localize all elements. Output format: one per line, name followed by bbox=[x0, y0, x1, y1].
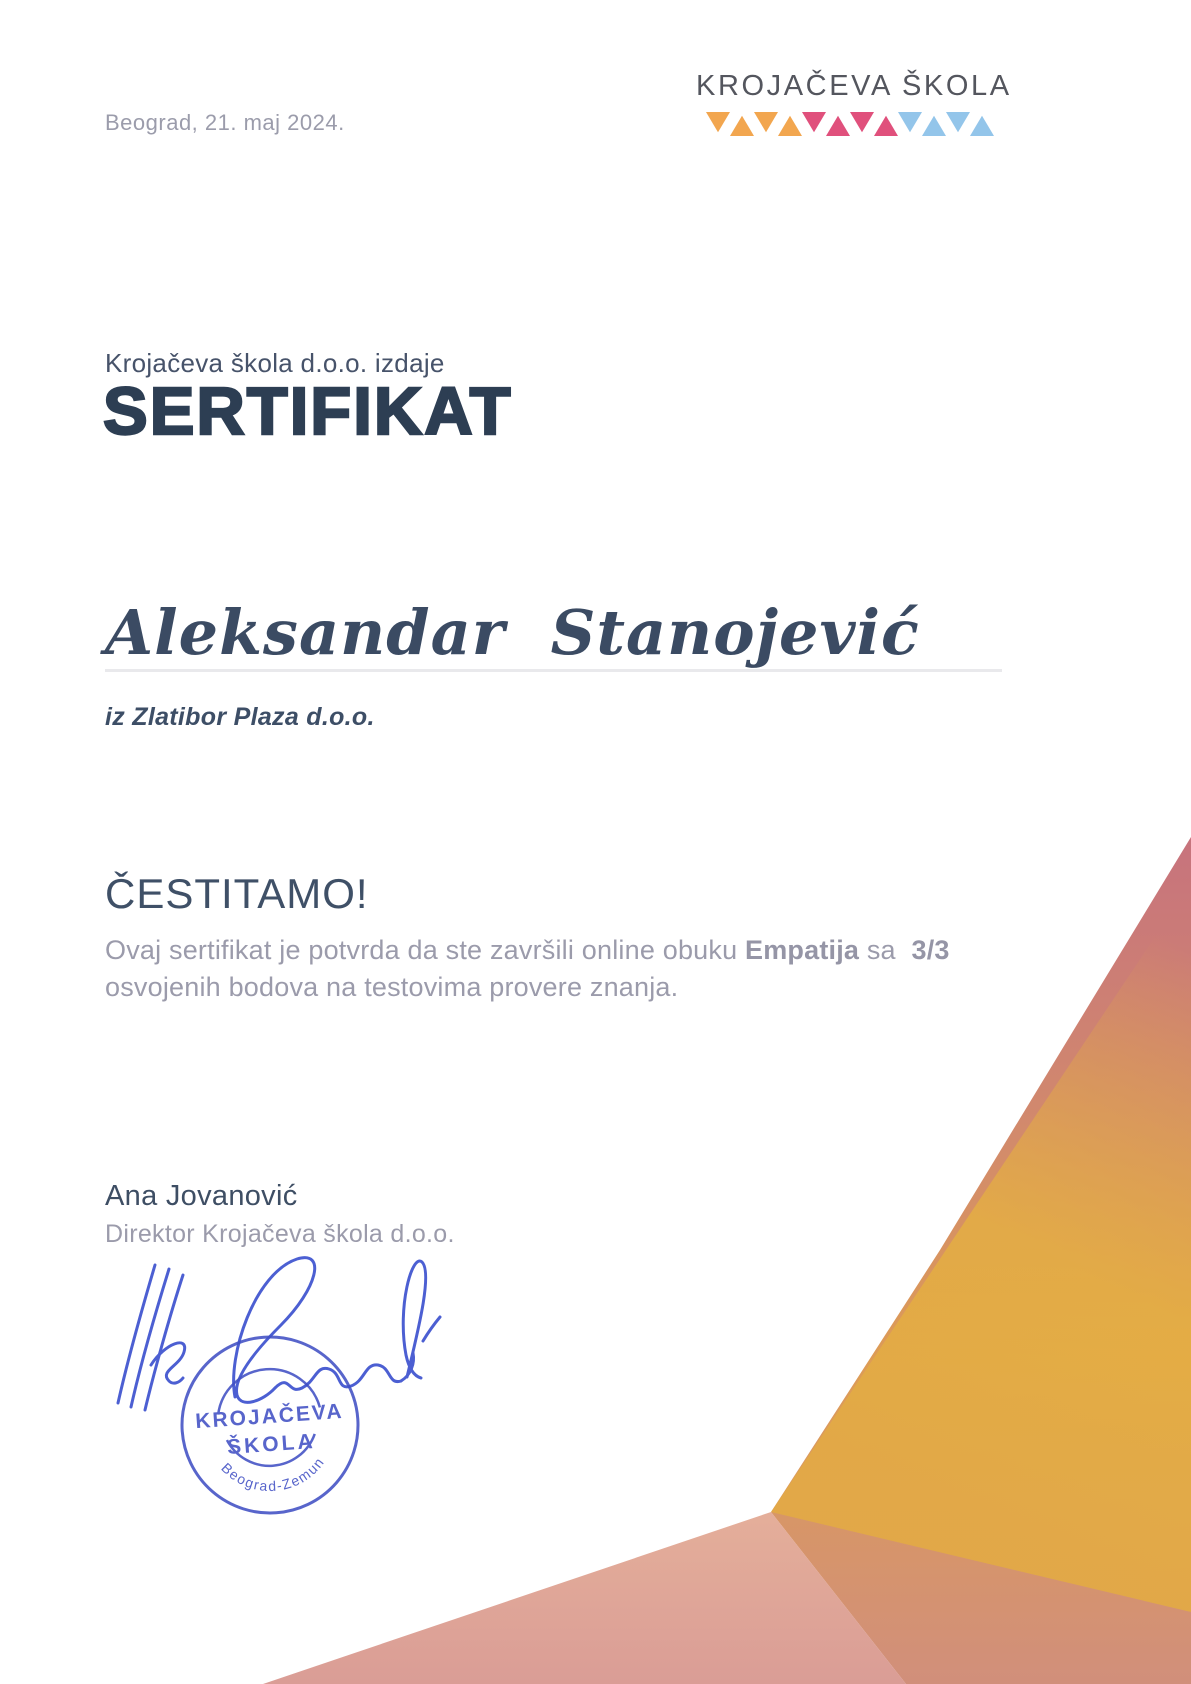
logo-triangle bbox=[706, 112, 730, 132]
logo-triangle bbox=[874, 116, 898, 136]
logo-text: KROJAČEVA ŠKOLA bbox=[696, 70, 1012, 102]
stamp bbox=[176, 1331, 364, 1519]
name-underline bbox=[105, 669, 1002, 672]
logo-triangle bbox=[898, 112, 922, 132]
body-part3: osvojenih bodova na testovima provere znanja. bbox=[105, 972, 679, 1002]
issuer-line: Krojačeva škola d.o.o. izdaje bbox=[105, 348, 445, 378]
congrats-heading: ČESTITAMO! bbox=[105, 870, 369, 917]
certificate-title: SERTIFIKAT bbox=[103, 374, 513, 449]
stamp-line1: KROJAČEVA bbox=[194, 1399, 345, 1434]
course-name: Empatija bbox=[745, 935, 860, 965]
signature-and-stamp bbox=[85, 1245, 565, 1575]
logo-triangle bbox=[778, 116, 802, 136]
logo bbox=[696, 70, 1012, 136]
logo-triangle bbox=[730, 116, 754, 136]
signer-name: Ana Jovanović bbox=[105, 1180, 298, 1212]
logo-triangle bbox=[946, 112, 970, 132]
logo-triangle bbox=[850, 112, 874, 132]
signer-title: Direktor Krojačeva škola d.o.o. bbox=[105, 1220, 455, 1248]
body-part2: sa bbox=[859, 935, 904, 965]
recipient-name: Aleksandar Stanojević bbox=[105, 596, 920, 669]
stamp-line2: ŠKOLA bbox=[226, 1429, 317, 1460]
score-value: 3/3 bbox=[911, 935, 950, 965]
body-part1: Ovaj sertifikat je potvrda da ste završili online obuku bbox=[105, 935, 746, 965]
date-location: Beograd, 21. maj 2024. bbox=[105, 110, 345, 135]
body-text bbox=[105, 932, 995, 1006]
logo-triangle bbox=[754, 112, 778, 132]
logo-triangle bbox=[922, 116, 946, 136]
signature bbox=[118, 1258, 440, 1410]
logo-triangle bbox=[970, 116, 994, 136]
logo-triangle bbox=[802, 112, 826, 132]
stamp-arc-text: Beograd-Zemun bbox=[218, 1453, 328, 1495]
recipient-company: iz Zlatibor Plaza d.o.o. bbox=[105, 703, 375, 731]
logo-triangles-icon bbox=[696, 112, 1004, 136]
logo-triangle bbox=[826, 116, 850, 136]
